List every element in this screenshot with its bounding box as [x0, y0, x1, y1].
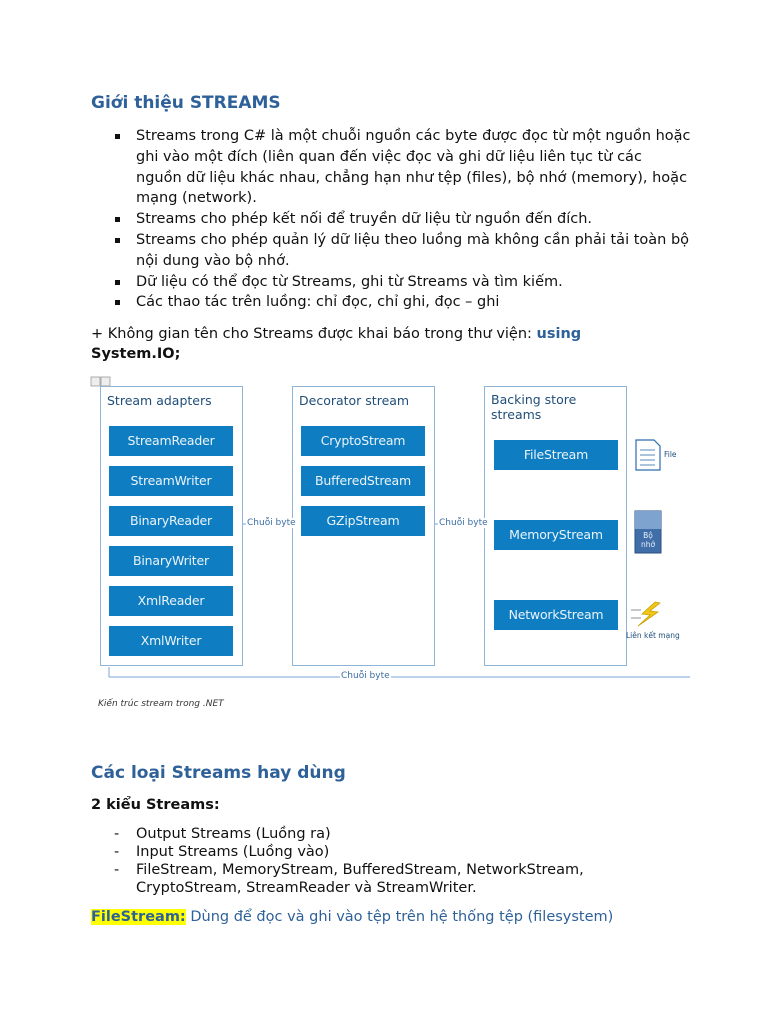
- connector-label: Chuỗi byte: [439, 518, 488, 528]
- side-label-line: nhớ: [641, 540, 656, 549]
- section-heading-common-streams: Các loại Streams hay dùng: [91, 763, 346, 783]
- group-title: Stream adapters: [107, 393, 212, 408]
- box-memorystream: MemoryStream: [494, 520, 618, 550]
- side-label-line: Bộ: [643, 531, 653, 540]
- namespace-prefix: + Không gian tên cho Streams được khai báo trong thư viện:: [91, 326, 537, 342]
- stream-architecture-diagram: [90, 374, 690, 719]
- namespace-name: System.IO;: [91, 346, 181, 362]
- list-item: Streams cho phép quản lý dữ liệu theo luồng mà không cần phải tải toàn bộ nội dung vào bộ nhớ.: [112, 230, 692, 272]
- list-item: Streams cho phép kết nối để truyền dữ liệu từ nguồn đến đích.: [112, 209, 692, 230]
- box-streamreader: StreamReader: [109, 426, 233, 456]
- namespace-keyword: using: [536, 326, 582, 342]
- box-cryptostream: CryptoStream: [301, 426, 425, 456]
- box-binaryreader: BinaryReader: [109, 506, 233, 536]
- intro-bullet-list: [112, 126, 692, 313]
- box-networkstream: NetworkStream: [494, 600, 618, 630]
- connector-label: Chuỗi byte: [341, 671, 390, 681]
- file-icon: [636, 440, 660, 470]
- group-title: Decorator stream: [299, 393, 410, 408]
- box-xmlreader: XmlReader: [109, 586, 233, 616]
- side-label-memory: [641, 531, 655, 549]
- stream-types-list: [112, 825, 632, 897]
- list-item: Dữ liệu có thể đọc từ Streams, ghi từ Streams và tìm kiếm.: [112, 272, 692, 293]
- stream-types-subheading: 2 kiểu Streams:: [91, 797, 220, 813]
- box-bufferedstream: BufferedStream: [301, 466, 425, 496]
- box-binarywriter: BinaryWriter: [109, 546, 233, 576]
- box-gzipstream: GZipStream: [301, 506, 425, 536]
- network-lightning-icon: [631, 602, 660, 626]
- connector-label: Chuỗi byte: [247, 518, 296, 528]
- list-item: - FileStream, MemoryStream, BufferedStream, NetworkStream, CryptoStream, StreamReader và StreamWriter.: [112, 861, 632, 897]
- diagram-caption: Kiến trúc stream trong .NET: [98, 699, 224, 709]
- box-filestream: FileStream: [494, 440, 618, 470]
- box-streamwriter: StreamWriter: [109, 466, 233, 496]
- filestream-definition: [91, 907, 613, 927]
- filestream-description: Dùng để đọc và ghi vào tệp trên hệ thống tệp (filesystem): [185, 909, 614, 925]
- filestream-label: FileStream:: [91, 909, 186, 925]
- section-heading-intro: Giới thiệu STREAMS: [91, 93, 281, 113]
- list-item: - Input Streams (Luồng vào): [112, 843, 632, 861]
- list-item: - Output Streams (Luồng ra): [112, 825, 632, 843]
- side-label-network: Liên kết mạng: [626, 631, 680, 640]
- namespace-line: [91, 324, 651, 364]
- box-xmlwriter: XmlWriter: [109, 626, 233, 656]
- list-item: Streams trong C# là một chuỗi nguồn các byte được đọc từ một nguồn hoặc ghi vào một đích (liên quan đến việc đọc và ghi dữ liệu liên tục từ các nguồn dữ liệu khác nhau, chẳng hạn như tệp (files), bộ nhớ (memory), hoặc mạng (network).: [112, 126, 692, 209]
- group-title-line: Backing store: [491, 392, 577, 407]
- group-title: [491, 392, 576, 422]
- side-label-file: File: [664, 450, 677, 459]
- list-item: Các thao tác trên luồng: chỉ đọc, chỉ ghi, đọc – ghi: [112, 292, 692, 313]
- group-title-line: streams: [491, 407, 542, 422]
